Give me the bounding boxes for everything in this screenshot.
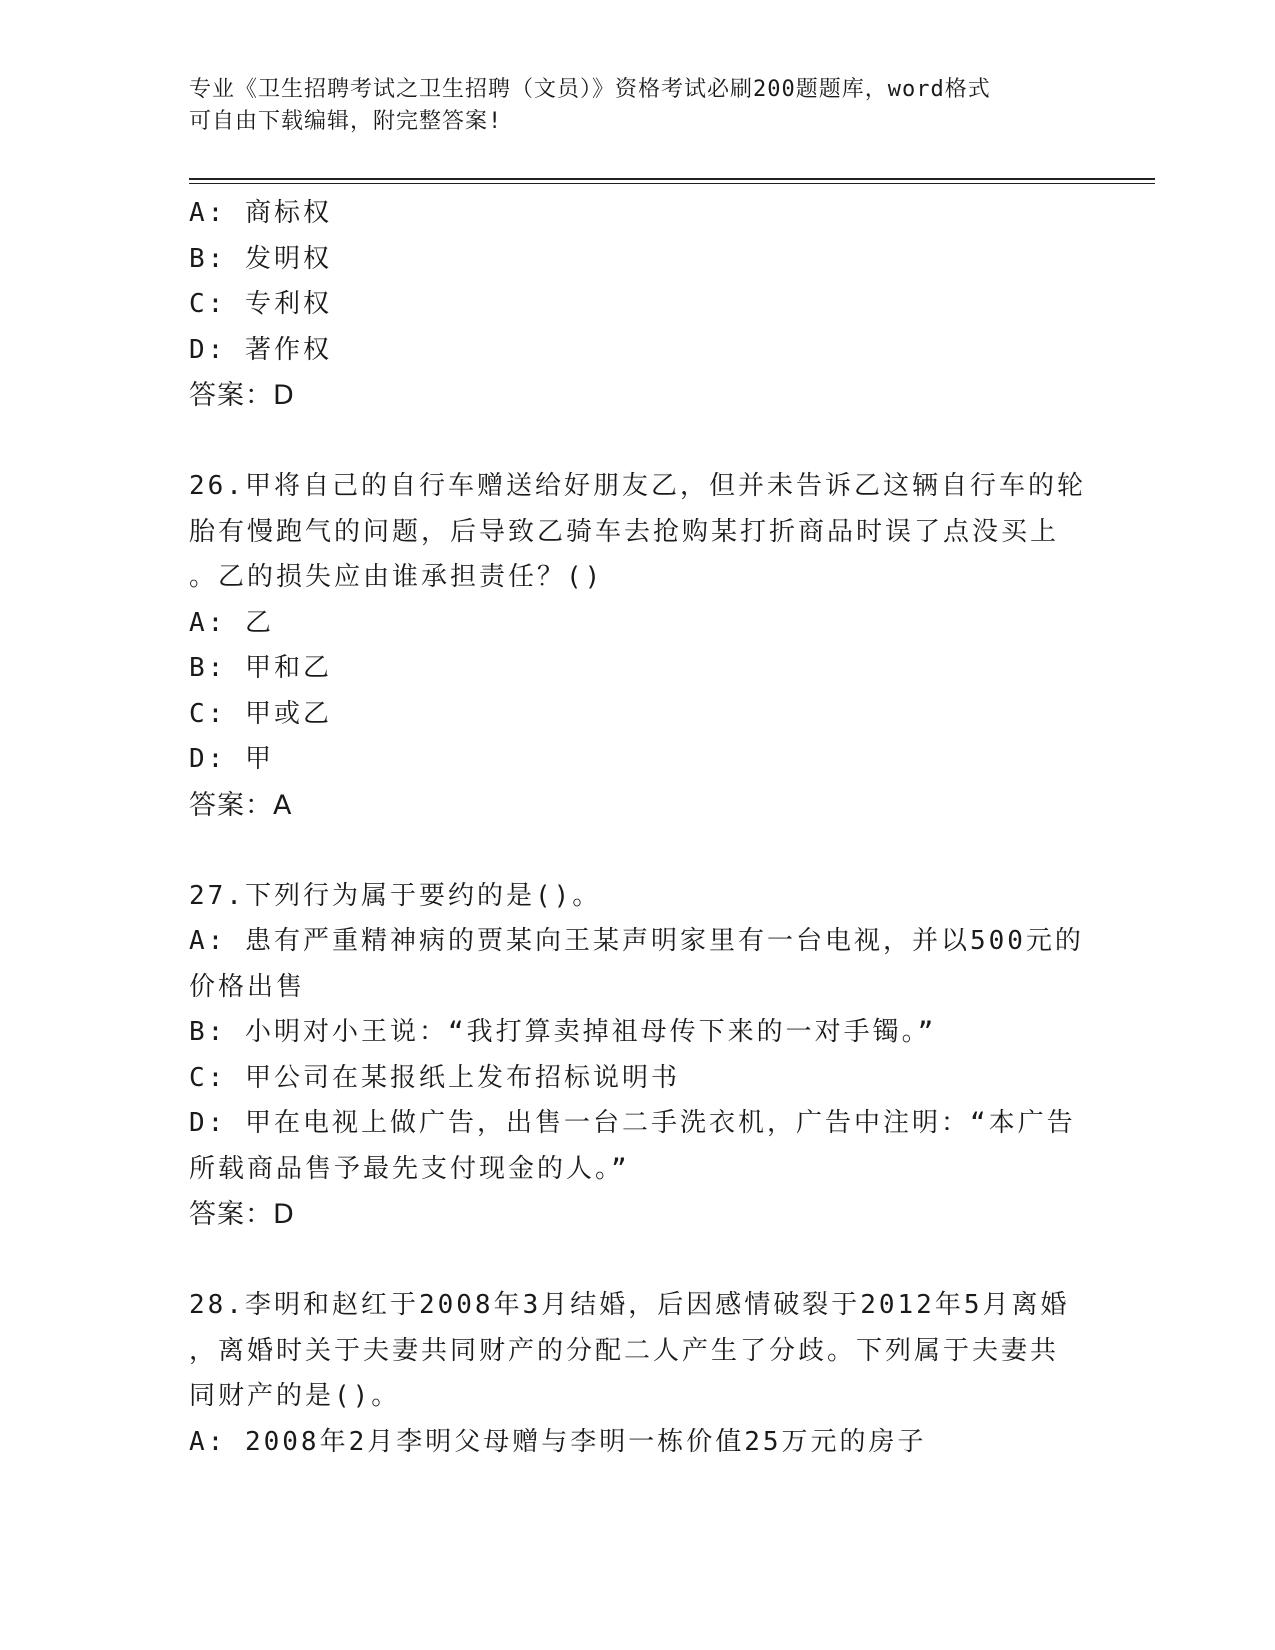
question-text-line: 。乙的损失应由谁承担责任？()	[189, 562, 604, 592]
option-a: A: 2008年2月李明父母赠与李明一栋价值25万元的房子	[189, 1426, 927, 1457]
option-b: B: 甲和乙	[189, 653, 332, 683]
question-text-line: 胎有慢跑气的问题，后导致乙骑车去抢购某打折商品时误了点没买上	[189, 516, 1060, 547]
spacer	[189, 1238, 1089, 1284]
option-b: B: 小明对小王说：“我打算卖掉祖母传下来的一对手镯。”	[189, 1017, 937, 1047]
option-c: C: 甲或乙	[189, 698, 332, 729]
option-c: C: 专利权	[189, 289, 332, 319]
option-d: D: 甲在电视上做广告，出售一台二手洗衣机，广告中注明：“本广告	[189, 1108, 1076, 1138]
option-b: B: 发明权	[189, 243, 332, 274]
question-text-line: ，离婚时关于夫妻共同财产的分配二人产生了分歧。下列属于夫妻共	[189, 1335, 1060, 1366]
question-28	[189, 1283, 1089, 1465]
question-list	[189, 191, 1089, 1465]
option-d: D: 著作权	[189, 334, 332, 365]
header-line-1: 专业《卫生招聘考试之卫生招聘（文员）》资格考试必刷200题题库，word格式	[189, 77, 991, 102]
option-d-continued: 所载商品售予最先支付现金的人。”	[189, 1153, 630, 1184]
answer-line: 答案：D	[189, 1199, 295, 1230]
question-text-line: 26.甲将自己的自行车赠送给好朋友乙，但并未告诉乙这辆自行车的轮	[189, 471, 1086, 501]
option-a: A: 商标权	[189, 198, 332, 228]
option-a: A: 患有严重精神病的贾某向王某声明家里有一台电视，并以500元的	[189, 926, 1084, 956]
header-divider-thin	[189, 183, 1155, 184]
question-27	[189, 874, 1089, 1238]
option-a-continued: 价格出售	[189, 971, 306, 1002]
document-header	[189, 74, 1069, 138]
answer-line: 答案：A	[189, 789, 293, 821]
spacer	[189, 419, 1089, 465]
header-line-2: 可自由下载编辑，附完整答案!	[189, 109, 503, 134]
answer-line: 答案：D	[189, 380, 295, 411]
question-text-line: 27.下列行为属于要约的是()。	[189, 880, 602, 911]
option-c: C: 甲公司在某报纸上发布招标说明书	[189, 1062, 680, 1093]
question-26	[189, 464, 1089, 828]
question-text-line: 28.李明和赵红于2008年3月结婚，后因感情破裂于2012年5月离婚	[189, 1290, 1070, 1320]
option-d: D: 甲	[189, 744, 274, 774]
question-25	[189, 191, 1089, 419]
option-a: A: 乙	[189, 607, 274, 638]
question-text-line: 同财产的是()。	[189, 1381, 401, 1411]
header-divider-thick	[189, 178, 1155, 180]
spacer	[189, 828, 1089, 874]
